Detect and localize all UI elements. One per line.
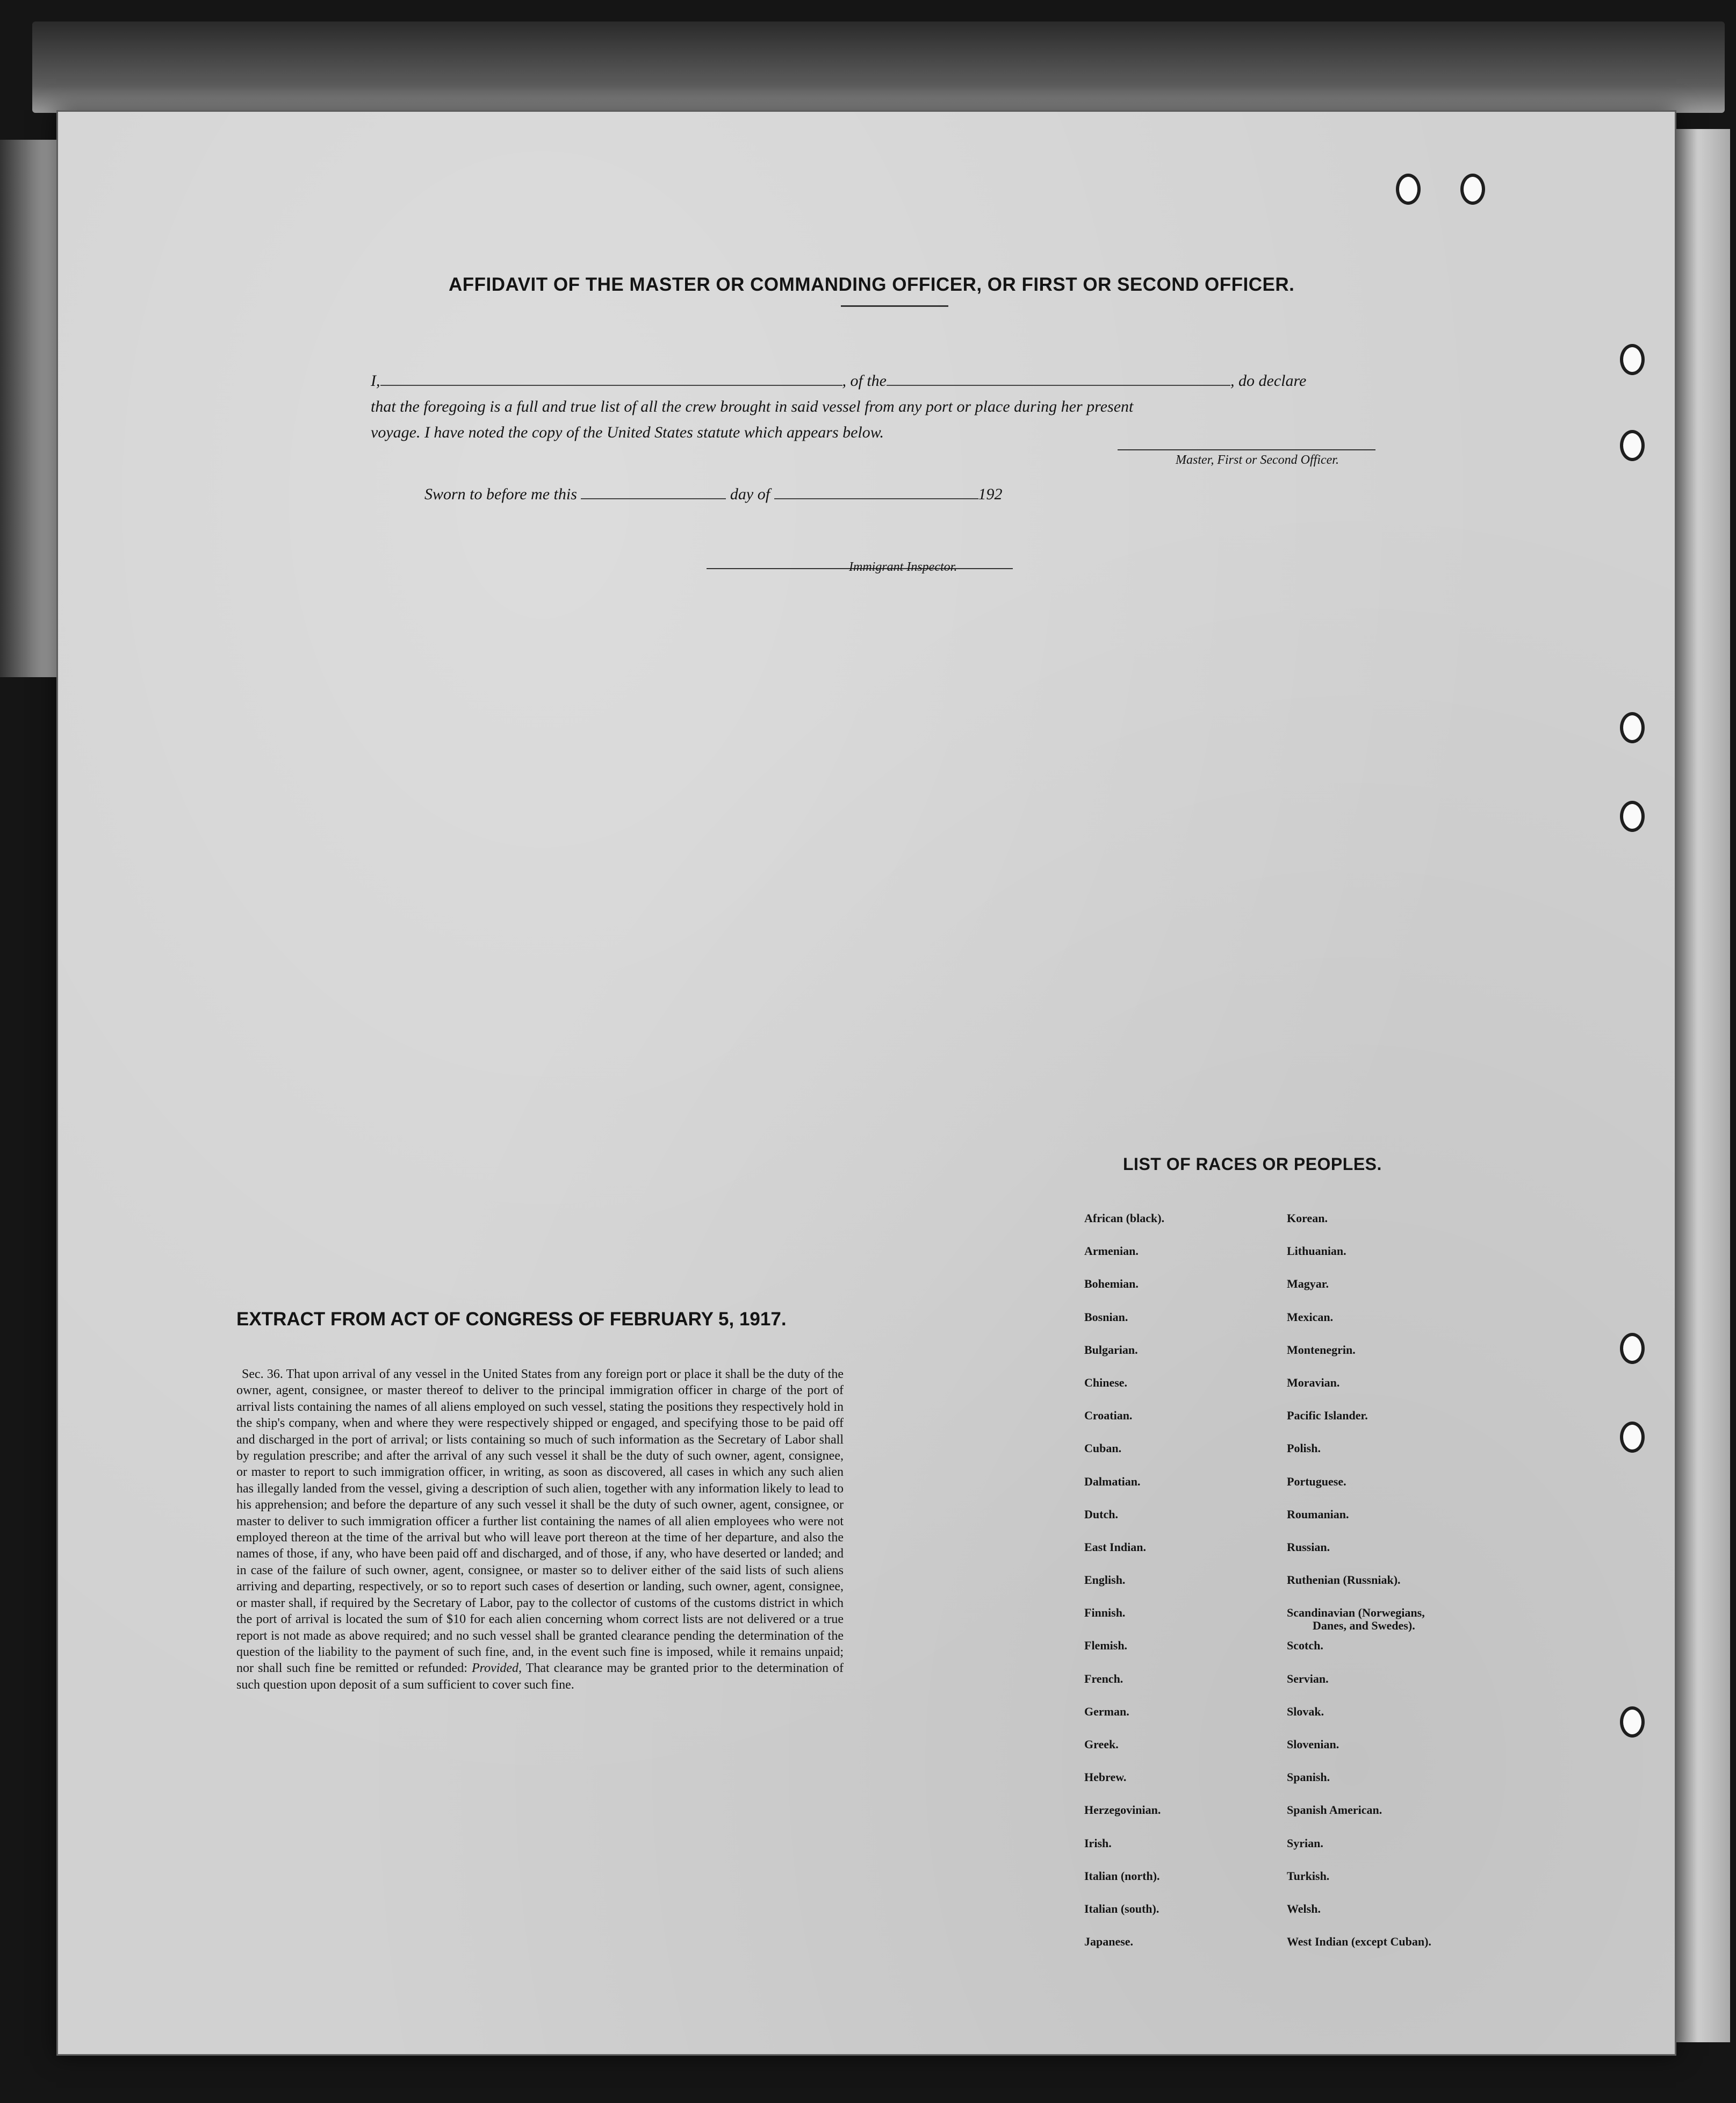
sworn-prefix: Sworn to before me this <box>424 485 577 503</box>
race-item: Hebrew. <box>1084 1770 1127 1784</box>
race-item: Moravian. <box>1287 1375 1340 1389</box>
races-right-column <box>1287 1212 1431 1968</box>
race-item: Welsh. <box>1287 1901 1321 1915</box>
race-item: Bosnian. <box>1084 1310 1128 1324</box>
affidavit-statement <box>371 368 1413 446</box>
provided-text: That clearance may be granted prior to the determination of such question upon deposit of a sum sufficient to cover such fine. <box>236 1661 844 1692</box>
sworn-day-blank <box>581 498 726 499</box>
race-item: Bohemian. <box>1084 1277 1139 1291</box>
sworn-line <box>424 485 1003 504</box>
race-item: English. <box>1084 1573 1126 1587</box>
punch-hole <box>1620 712 1645 743</box>
affidavit-line-2: that the foregoing is a full and true list of all the crew brought in said vessel from any port or place during her present <box>371 398 1134 415</box>
sworn-month-blank <box>774 498 978 499</box>
punch-hole <box>1620 430 1645 461</box>
vessel-name-blank <box>887 385 1230 386</box>
affidavit-of-the-label: , of the <box>842 372 887 390</box>
race-item: Flemish. <box>1084 1639 1128 1653</box>
race-item: Bulgarian. <box>1084 1343 1138 1356</box>
races-list-title: LIST OF RACES OR PEOPLES. <box>1123 1154 1382 1174</box>
race-item: Montenegrin. <box>1287 1343 1356 1356</box>
title-rule <box>841 305 948 307</box>
race-item: French. <box>1084 1671 1123 1685</box>
race-item: Irish. <box>1084 1836 1112 1850</box>
race-item: Mexican. <box>1287 1310 1334 1324</box>
race-item: East Indian. <box>1084 1540 1146 1554</box>
race-item: Ruthenian (Russniak). <box>1287 1573 1401 1587</box>
officer-name-blank <box>380 385 842 386</box>
race-item: African (black). <box>1084 1211 1165 1225</box>
race-item: Lithuanian. <box>1287 1244 1346 1258</box>
race-item: Korean. <box>1287 1211 1328 1225</box>
race-item: Magyar. <box>1287 1277 1329 1291</box>
race-item: Servian. <box>1287 1671 1329 1685</box>
sworn-day-of: day of <box>730 485 770 503</box>
race-item: Slovak. <box>1287 1704 1324 1718</box>
master-signature-caption: Master, First or Second Officer. <box>1176 453 1339 467</box>
race-item: Chinese. <box>1084 1375 1128 1389</box>
punch-hole <box>1620 801 1645 832</box>
race-item: Turkish. <box>1287 1869 1330 1883</box>
sworn-year: 192 <box>978 485 1003 503</box>
inspector-signature-caption: Immigrant Inspector. <box>849 560 957 574</box>
extract-title: EXTRACT FROM ACT OF CONGRESS OF FEBRUARY 5, 1917. <box>236 1309 787 1330</box>
race-item: Italian (south). <box>1084 1901 1159 1915</box>
race-item: Cuban. <box>1084 1441 1122 1455</box>
race-item: Pacific Islander. <box>1287 1409 1368 1423</box>
section-label: Sec. 36. <box>242 1367 283 1381</box>
master-signature-line <box>1118 449 1375 450</box>
scan-background-right <box>1676 129 1730 2042</box>
punch-hole <box>1620 1333 1645 1364</box>
race-item: Italian (north). <box>1084 1869 1160 1883</box>
race-item: Syrian. <box>1287 1836 1323 1850</box>
races-left-column <box>1084 1212 1164 1968</box>
section-text: That upon arrival of any vessel in the United States from any foreign port or place it shall be the duty of the owner, agent, consignee, or master thereof to deliver to the principal immigration officer in charge of the port of arrival lists containing the names of all aliens employed on such vessel, stating the positions they respectively hold in the ship's company, when and where they were respectively shipped or engaged, and specifying those to be paid off and discharged in the port of arrival; or lists containing so much of such information as the Secretary of Labor shall by regulation prescribe; and after the arrival of any such vessel it shall be the duty of such owner, agent, consignee, or master to report to such immigration officer, in writing, as soon as discovered, all cases in which any such alien has illegally landed from the vessel, giving a description of such alien, together with any information likely to lead to his apprehension; and before the departure of any such vessel it shall be the duty of such owner, agent, consignee, or master to deliver to such immigration officer a further list containing the names of all alien employees who were not employed thereon at the time of the arrival but who will leave port thereon at the time of her departure, and also the names of those, if any, who have been paid off and discharged, and of those, if any, who have deserted or landed; and in case of the failure of such owner, agent, consignee, or master so to deliver either of the said lists of such aliens arriving and departing, respectively, or so to report such cases of desertion or landing, such owner, agent, consignee, or master shall, if required by the Secretary of Labor, pay to the collector of customs of the customs district in which the port of arrival is located the sum of $10 for each alien concerning whom correct lists are not delivered or a true report is not made as above required; and no such vessel shall be granted clearance pending the determination of the question of the liability to the payment of such fine, and, in the event such fine is imposed, while it remains unpaid; nor shall such fine be remitted or refunded: <box>236 1367 844 1676</box>
provided-label: Provided, <box>471 1661 522 1676</box>
race-item: Armenian. <box>1084 1244 1139 1258</box>
extract-body <box>236 1366 844 1693</box>
race-item: Portuguese. <box>1287 1474 1346 1488</box>
race-item: Polish. <box>1287 1441 1321 1455</box>
race-item: West Indian (except Cuban). <box>1287 1935 1431 1949</box>
affidavit-line-3: voyage. I have noted the copy of the United States statute which appears below. <box>371 424 884 441</box>
race-item: Scotch. <box>1287 1639 1323 1653</box>
race-item: Roumanian. <box>1287 1507 1349 1521</box>
affidavit-i-label: I, <box>371 372 380 390</box>
race-item: Russian. <box>1287 1540 1330 1554</box>
race-item: German. <box>1084 1704 1129 1718</box>
punch-hole <box>1620 344 1645 375</box>
race-item: Herzegovinian. <box>1084 1803 1161 1817</box>
affidavit-title: AFFIDAVIT OF THE MASTER OR COMMANDING OFFICER, OR FIRST OR SECOND OFFICER. <box>449 274 1295 295</box>
race-item: Spanish. <box>1287 1770 1330 1784</box>
race-item: Scandinavian (Norwegians, <box>1287 1606 1425 1620</box>
scan-background-top <box>32 21 1725 113</box>
punch-hole <box>1460 174 1485 205</box>
race-item: Spanish American. <box>1287 1803 1382 1817</box>
race-item: Japanese. <box>1084 1935 1134 1949</box>
race-item: Dutch. <box>1084 1507 1118 1521</box>
race-item: Slovenian. <box>1287 1738 1339 1751</box>
race-item-continuation: Danes, and Swedes). <box>1313 1619 1415 1633</box>
affidavit-declare-label: , do declare <box>1230 372 1307 390</box>
race-item: Croatian. <box>1084 1409 1133 1423</box>
punch-hole <box>1620 1422 1645 1453</box>
punch-hole <box>1396 174 1421 205</box>
race-item: Greek. <box>1084 1738 1119 1751</box>
race-item-scandinavian <box>1287 1606 1431 1639</box>
scan-background-left <box>0 140 64 677</box>
race-item: Finnish. <box>1084 1606 1126 1620</box>
punch-hole <box>1620 1706 1645 1738</box>
race-item: Dalmatian. <box>1084 1474 1141 1488</box>
